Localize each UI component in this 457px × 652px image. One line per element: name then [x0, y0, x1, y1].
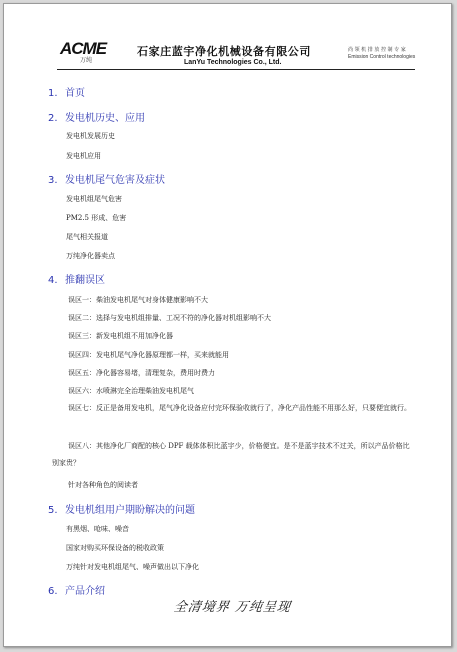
handwritten-signature: 全清境界 万纯呈现 — [172, 600, 292, 615]
section-title: 发电机尾气危害及症状 — [65, 175, 165, 186]
list-item: 发电机组尾气危害 — [66, 195, 122, 203]
slogan-cn: 尚 领 机 排 放 控 制 专 家 — [348, 47, 406, 53]
list-item: PM2.5 形成、危害 — [66, 214, 127, 222]
logo-wordmark: ACME — [60, 39, 107, 58]
section-title: 首页 — [65, 88, 85, 99]
section-heading — [48, 171, 165, 186]
section-number: 3. — [48, 175, 58, 186]
list-item: 国家对购买环保设备的税收政策 — [66, 544, 164, 552]
list-item: 误区四：发电机尾气净化器原理都一样，买来就能用 — [68, 351, 229, 359]
document-page — [3, 3, 452, 647]
section-number: 6. — [48, 586, 58, 597]
section-number: 5. — [48, 505, 58, 516]
header-divider — [57, 69, 415, 70]
list-item: 万纯净化器卖点 — [66, 252, 115, 260]
list-item: 万纯针对发电机组尾气、噪声做出以下净化 — [66, 563, 199, 571]
list-item: 发电机应用 — [66, 152, 101, 160]
section-title: 发电机历史、应用 — [65, 113, 145, 124]
section-heading — [48, 582, 105, 597]
slogan-en: Emission Control technologies — [348, 54, 416, 60]
section-title: 推翻误区 — [65, 275, 105, 286]
company-logo — [60, 41, 110, 65]
list-item: 针对各种角色的阅读者 — [68, 481, 138, 489]
paragraph-item: 误区七：反正是备用发电机，尾气净化设备应付完环保验收就行了，净化产品性能不用那么好，只要便宜就行。 — [68, 404, 411, 412]
list-item: 误区六：水喷淋完全治理柴油发电机尾气 — [68, 387, 194, 395]
page-header — [4, 4, 452, 74]
list-item: 误区五：净化器容易堵，清理复杂，费用时费力 — [68, 369, 215, 377]
section-number: 1. — [48, 88, 58, 99]
list-item: 发电机发展历史 — [66, 132, 115, 140]
list-item: 有黑烟、呛味、噪音 — [66, 525, 129, 533]
logo-subtitle: 万纯 — [79, 57, 92, 64]
company-name-cn: 石家庄蓝宇净化机械设备有限公司 — [137, 45, 311, 58]
paragraph-item: 误区八：其他净化厂商配的核心 DPF 载体体积比蓝宇少，价格便宜。是不是蓝宇技术不过关，所以产品价格比别家贵？ — [52, 442, 410, 467]
list-item: 误区三：新发电机组不用加净化器 — [68, 332, 173, 340]
section-number: 2. — [48, 113, 58, 124]
section-heading — [48, 271, 105, 286]
company-name-en: LanYu Technologies Co., Ltd. — [184, 59, 282, 66]
section-heading — [48, 84, 85, 99]
section-number: 4. — [48, 275, 58, 286]
section-title: 发电机组用户期盼解决的问题 — [65, 505, 195, 516]
section-heading — [48, 501, 195, 516]
section-heading — [48, 109, 145, 124]
section-title: 产品介绍 — [65, 586, 105, 597]
list-item: 误区二：选择与发电机组排量、工况不符的净化器对机组影响不大 — [68, 314, 271, 322]
list-item: 尾气相关报道 — [66, 233, 108, 241]
list-item: 误区一：柴油发电机尾气对身体健康影响不大 — [68, 296, 208, 304]
